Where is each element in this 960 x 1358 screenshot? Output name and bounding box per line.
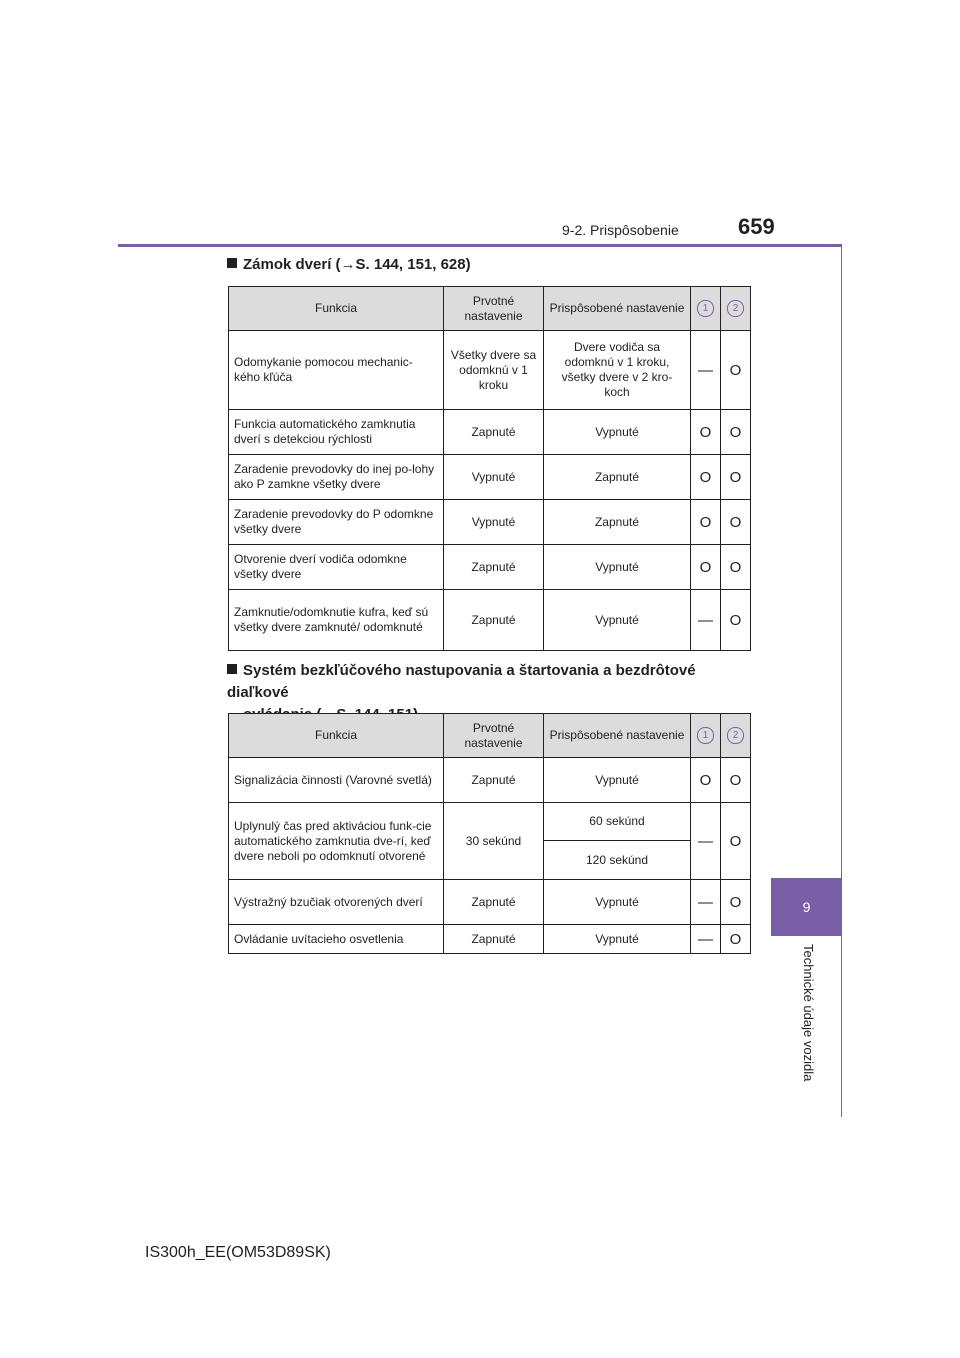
cell-function: Signalizácia činnosti (Varovné svetlá) [229, 758, 444, 803]
table-row [229, 410, 751, 455]
chapter-number: 9 [802, 899, 811, 915]
document-code: IS300h_EE(OM53D89SK) [145, 1244, 331, 1261]
cell-initial: Vypnuté [444, 500, 544, 545]
cell-setting-2: O [721, 880, 751, 925]
table-row [229, 455, 751, 500]
cell-custom: Vypnuté [544, 880, 691, 925]
number-2-icon: 2 [727, 300, 744, 317]
cell-custom: Vypnuté [544, 410, 691, 455]
col-custom: Prispôsobené nastavenie [544, 287, 691, 331]
col-custom: Prispôsobené nastavenie [544, 714, 691, 758]
cell-initial: 30 sekúnd [444, 803, 544, 880]
cell-custom: Vypnuté [544, 545, 691, 590]
cell-function: Otvorenie dverí vodiča odomkne všetky dvere [229, 545, 444, 590]
table-row [229, 500, 751, 545]
door-lock-table [228, 286, 751, 651]
cell-function: Zamknutie/odomknutie kufra, keď sú všetky dvere zamknuté/ odomknuté [229, 590, 444, 651]
cell-initial: Zapnuté [444, 590, 544, 651]
table-row [229, 880, 751, 925]
cell-initial: Zapnuté [444, 545, 544, 590]
cell-setting-2: O [721, 590, 751, 651]
table-header-row [229, 714, 751, 758]
section2-title-text1: Systém bezkľúčového nastupovania a štartovania a bezdrôtové diaľkové [227, 662, 696, 701]
cell-setting-2: O [721, 331, 751, 410]
header-rule [118, 244, 842, 247]
cell-setting-2: O [721, 500, 751, 545]
page-number: 659 [738, 214, 775, 239]
cell-custom: Vypnuté [544, 925, 691, 954]
cell-initial: Vypnuté [444, 455, 544, 500]
col-1 [691, 287, 721, 331]
table-row [229, 758, 751, 803]
cell-custom: Vypnuté [544, 758, 691, 803]
cell-setting-1: O [691, 545, 721, 590]
cell-function: Uplynulý čas pred aktiváciou funk-cie automatického zamknutia dve-rí, keď dvere neboli po odomknutí otvorené [229, 803, 444, 880]
section2-title-line1 [227, 660, 749, 704]
number-1-icon: 1 [697, 727, 714, 744]
cell-setting-2: O [721, 410, 751, 455]
cell-custom: Dvere vodiča sa odomknú v 1 kroku, všetky dvere v 2 kro-koch [544, 331, 691, 410]
cell-function: Zaradenie prevodovky do inej po-lohy ako P zamkne všetky dvere [229, 455, 444, 500]
cell-setting-1: — [691, 880, 721, 925]
cell-setting-2: O [721, 925, 751, 954]
square-bullet-icon [227, 664, 237, 674]
cell-initial: Zapnuté [444, 880, 544, 925]
cell-initial: Zapnuté [444, 925, 544, 954]
cell-function: Odomykanie pomocou mechanic-kého kľúča [229, 331, 444, 410]
cell-custom-a: 60 sekúnd [544, 803, 691, 841]
cell-setting-1: O [691, 410, 721, 455]
cell-custom: Zapnuté [544, 455, 691, 500]
section-header: 9-2. Prispôsobenie [562, 222, 679, 238]
cell-setting-2: O [721, 455, 751, 500]
number-2-icon: 2 [727, 727, 744, 744]
cell-setting-2: O [721, 545, 751, 590]
cell-setting-1: O [691, 455, 721, 500]
table-row [229, 331, 751, 410]
cell-custom: Zapnuté [544, 500, 691, 545]
cell-setting-1: — [691, 590, 721, 651]
col-initial: Prvotné nastavenie [444, 287, 544, 331]
cell-function: Ovládanie uvítacieho osvetlenia [229, 925, 444, 954]
cell-initial: Zapnuté [444, 410, 544, 455]
cell-setting-1: — [691, 803, 721, 880]
cell-custom-b: 120 sekúnd [544, 841, 691, 880]
col-1 [691, 714, 721, 758]
table-row [229, 590, 751, 651]
col-2 [721, 714, 751, 758]
number-1-icon: 1 [697, 300, 714, 317]
cell-initial: Všetky dvere sa odomknú v 1 kroku [444, 331, 544, 410]
table-row [229, 545, 751, 590]
cell-setting-1: O [691, 500, 721, 545]
cell-function: Funkcia automatického zamknutia dverí s detekciou rýchlosti [229, 410, 444, 455]
col-function: Funkcia [229, 287, 444, 331]
cell-setting-1: — [691, 331, 721, 410]
table-row [229, 803, 751, 841]
cell-setting-2: O [721, 803, 751, 880]
chapter-tab [771, 878, 842, 936]
keyless-entry-table [228, 713, 751, 954]
cell-initial: Zapnuté [444, 758, 544, 803]
cell-setting-2: O [721, 758, 751, 803]
col-initial: Prvotné nastavenie [444, 714, 544, 758]
table-row [229, 925, 751, 954]
section1-title-text: Zámok dverí (→S. 144, 151, 628) [243, 256, 471, 273]
col-function: Funkcia [229, 714, 444, 758]
cell-setting-1: O [691, 758, 721, 803]
square-bullet-icon [227, 258, 237, 268]
cell-custom: Vypnuté [544, 590, 691, 651]
table-header-row [229, 287, 751, 331]
side-rule [841, 247, 842, 1117]
cell-function: Výstražný bzučiak otvorených dverí [229, 880, 444, 925]
cell-setting-1: — [691, 925, 721, 954]
chapter-title: Technické údaje vozidla [801, 944, 816, 1082]
col-2 [721, 287, 751, 331]
section1-title [227, 254, 471, 276]
cell-function: Zaradenie prevodovky do P odomkne všetky dvere [229, 500, 444, 545]
